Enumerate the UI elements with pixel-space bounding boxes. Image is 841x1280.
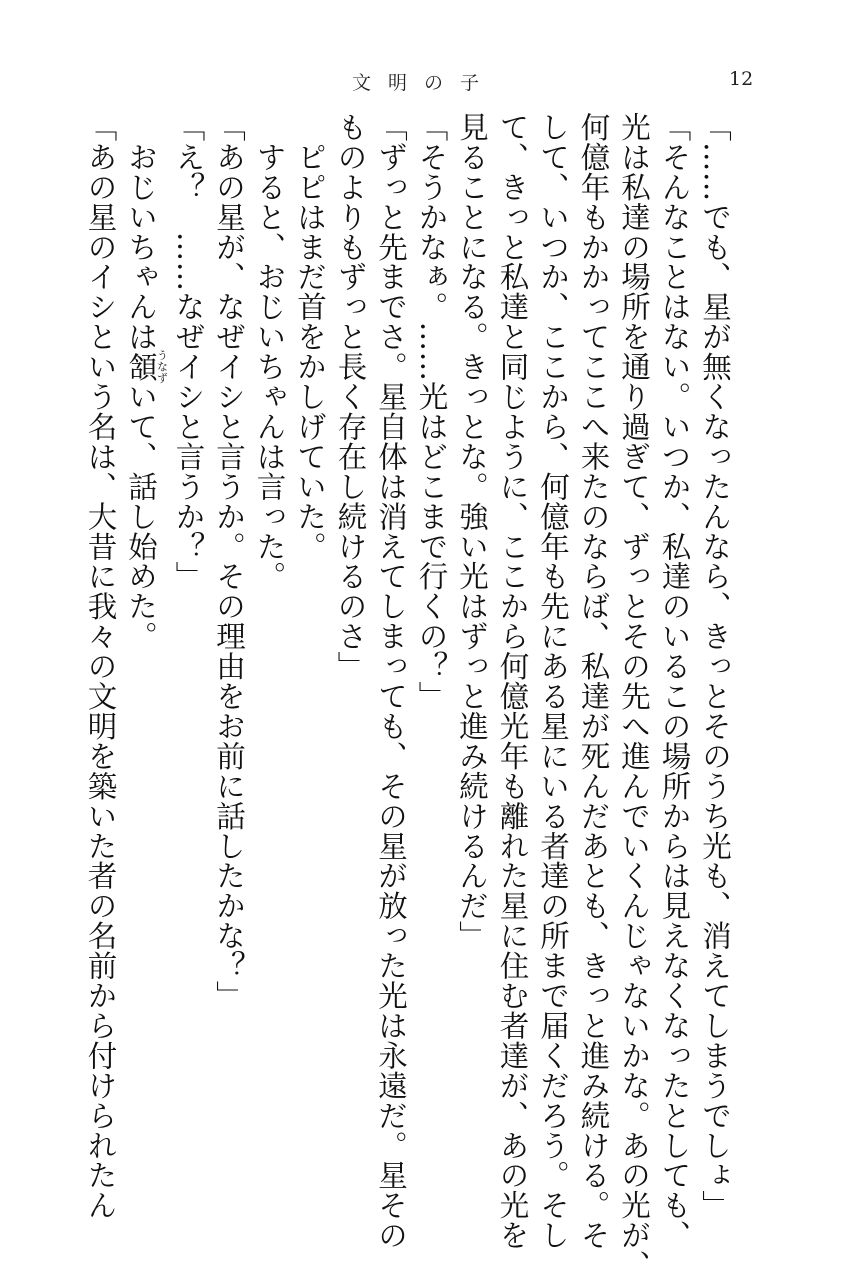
ruby-annotation	[124, 349, 169, 384]
ruby-base: 頷	[124, 349, 158, 384]
text-line-with-ruby	[121, 112, 169, 1122]
text-line: 「そうかなぁ。……光はどこまで行くの？」	[414, 112, 449, 711]
running-title: 文明の子	[352, 72, 497, 94]
text-line: 「あの星のイシという名は、大昔に我々の文明を築いた者の名前から付けられたん	[83, 112, 118, 1221]
text-line: 光は私達の場所を通り過ぎて、ずっとその先へ進んでいくんじゃないかな。あの光が、	[617, 112, 651, 1280]
ruby-reading: うなず	[155, 349, 169, 384]
text-line: 何億年もかかってここへ来たのならば、私達が死んだあとも、きっと進み続ける。そ	[576, 112, 611, 1251]
text-segment: おじいちゃんは	[124, 141, 158, 352]
text-line: ピピはまだ首をかしげていた。	[293, 141, 327, 562]
text-line: 「……でも、星が無くなったんなら、きっとそのうち光も、消えてしまうでしょ」	[698, 112, 732, 1221]
text-line: て、きっと私達と同じように、ここから何億光年も離れた星に住む者達が、あの光を	[495, 112, 530, 1251]
text-line: 「え？ ……なぜイシと言うか？」	[171, 112, 206, 592]
text-line: 「ずっと先までさ。星自体は消えてしまっても、その星が放った光は永遠だ。星その	[374, 112, 408, 1251]
text-line: 見ることになる。きっとな。強い光はずっと進み続けるんだ」	[455, 112, 489, 951]
vertical-body-text	[83, 112, 735, 1280]
text-segment: いて、話し始めた。	[124, 381, 158, 652]
page-number: 12	[729, 68, 754, 90]
text-line: して、いつか、ここから、何億年も先にある星にいる者達の所まで届くだろう。そし	[536, 112, 570, 1251]
text-line: ものよりもずっと長く存在し続けるのさ」	[333, 112, 368, 682]
text-line: 「そんなことはない。いつか、私達のいるこの場所からは見えなくなったとしても、	[657, 112, 692, 1251]
text-line: 「あの星が、なぜイシと言うか。その理由をお前に話したかな？」	[212, 112, 246, 1011]
text-line: すると、おじいちゃんは言った。	[252, 141, 287, 592]
